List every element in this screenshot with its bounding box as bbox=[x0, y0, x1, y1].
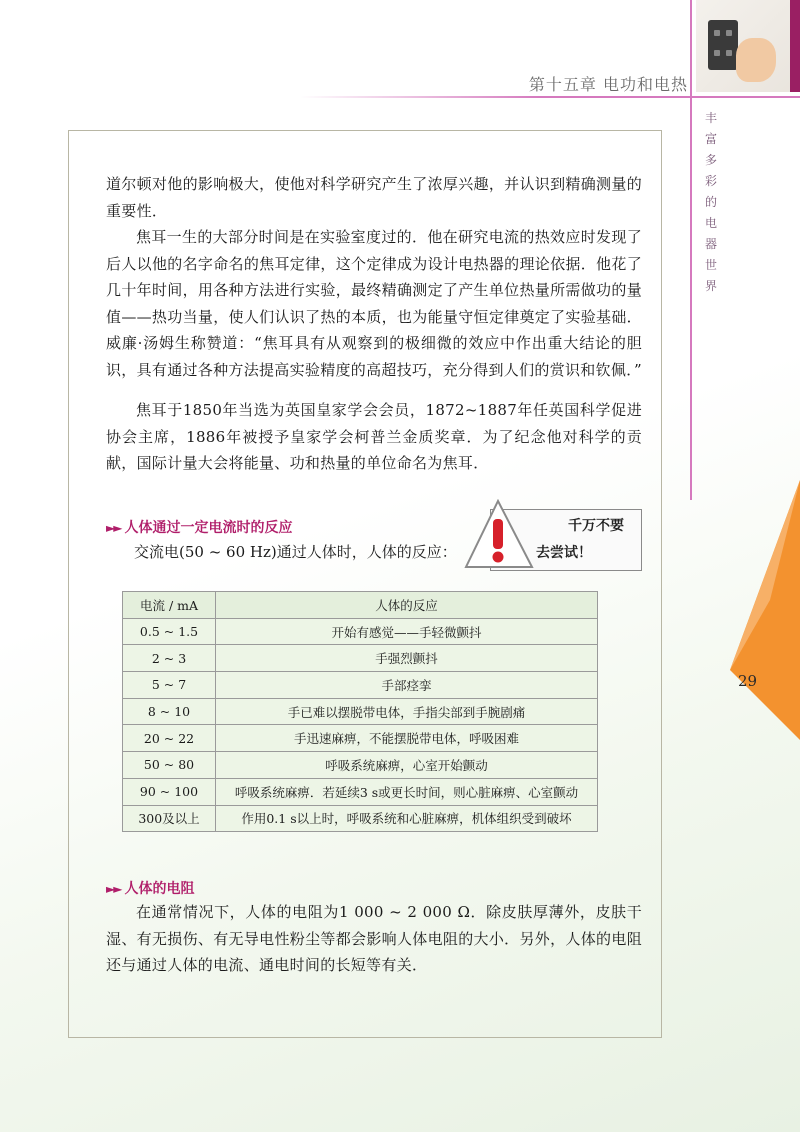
header-rule bbox=[300, 96, 700, 98]
table-cell-reaction: 手迅速麻痹，不能摆脱带电体，呼吸困难 bbox=[216, 725, 598, 752]
table-cell-current: 5 ~ 7 bbox=[123, 672, 216, 699]
paragraph-dalton: 道尔顿对他的影响极大，使他对科学研究产生了浓厚兴趣，并认识到精确测量的重要性． bbox=[106, 175, 642, 220]
power-socket-image bbox=[708, 20, 738, 70]
paragraph-body-resistance: 在通常情况下，人体的电阻为1 000 ~ 2 000 Ω．除皮肤厚薄外，皮肤干湿、有无损伤、有无导电性粉尘等都会影响人体电阻的大小．另外，人体的电阻还与通过人体的电流、通电时间的长短等有关． bbox=[106, 903, 642, 975]
section-heading-text: 人体通过一定电流时的反应 bbox=[124, 520, 293, 536]
table-header-row bbox=[123, 592, 598, 619]
table-cell-current: 0.5 ~ 1.5 bbox=[123, 618, 216, 645]
table-row bbox=[123, 672, 598, 699]
warning-text-line2: 去尝试！ bbox=[536, 545, 592, 561]
section-heading-current-reaction bbox=[106, 517, 292, 537]
table-header-current: 电流 / mA bbox=[123, 592, 216, 619]
table-cell-reaction: 作用0.1 s以上时，呼吸系统和心脏麻痹，机体组织受到破坏 bbox=[216, 805, 598, 832]
table-cell-current: 20 ~ 22 bbox=[123, 725, 216, 752]
side-section-label: 丰富多彩的电器世界 bbox=[704, 111, 717, 293]
table-row bbox=[123, 752, 598, 779]
hand-image bbox=[736, 38, 776, 82]
table-cell-reaction: 呼吸系统麻痹，心室开始颤动 bbox=[216, 752, 598, 779]
table-row bbox=[123, 618, 598, 645]
heading-arrows-icon: ►► bbox=[106, 521, 121, 535]
table-cell-reaction: 手部痉挛 bbox=[216, 672, 598, 699]
paragraph-joule-honors: 焦耳于1850年当选为英国皇家学会会员，1872~1887年任英国科学促进协会主席，1886年被授予皇家学会柯普兰金质奖章．为了纪念他对科学的贡献，国际计量大会将能量、功和热量的单位命名为焦耳． bbox=[106, 401, 642, 473]
warning-triangle-icon bbox=[464, 499, 534, 573]
table-cell-current: 50 ~ 80 bbox=[123, 752, 216, 779]
header-color-bar bbox=[790, 0, 800, 92]
table-cell-reaction: 手已难以摆脱带电体，手指尖部到手腕剧痛 bbox=[216, 698, 598, 725]
table-row bbox=[123, 725, 598, 752]
table-cell-reaction: 开始有感觉——手轻微颤抖 bbox=[216, 618, 598, 645]
table-header-reaction: 人体的反应 bbox=[216, 592, 598, 619]
warning-text-line1: 千万不要 bbox=[568, 518, 624, 534]
table-cell-current: 90 ~ 100 bbox=[123, 778, 216, 805]
table-cell-current: 8 ~ 10 bbox=[123, 698, 216, 725]
table-row bbox=[123, 778, 598, 805]
table-intro: 交流电(50 ~ 60 Hz)通过人体时，人体的反应： bbox=[134, 543, 457, 561]
section-heading-text: 人体的电阻 bbox=[124, 881, 195, 897]
table-cell-current: 300及以上 bbox=[123, 805, 216, 832]
section-heading-body-resistance bbox=[106, 878, 194, 898]
table-row bbox=[123, 805, 598, 832]
paragraph-joule-life: 焦耳一生的大部分时间是在实验室度过的．他在研究电流的热效应时发现了后人以他的名字命名的焦耳定律，这个定律成为设计电热器的理论依据．他花了几十年时间，用各种方法进行实验，最终精确测定了产生单位热量所需做功的量值——热功当量，使人们认识了热的本质，也为能量守恒定律奠定了实验基础．威廉·汤姆生称赞道：“焦耳具有从观察到的极细微的效应中作出重大结论的胆识，具有通过各种方法提高实验精度的高超技巧，充分得到人们的赏识和钦佩．” bbox=[106, 228, 642, 379]
orange-decoration bbox=[710, 480, 800, 740]
header-vertical-rule bbox=[690, 0, 692, 500]
table-cell-reaction: 手强烈颤抖 bbox=[216, 645, 598, 672]
chapter-title: 第十五章 电功和电热 bbox=[528, 75, 688, 94]
heading-arrows-icon: ►► bbox=[106, 882, 121, 896]
warning-callout bbox=[464, 499, 642, 573]
table-row bbox=[123, 698, 598, 725]
page-number: 29 bbox=[738, 672, 758, 690]
table-cell-reaction: 呼吸系统麻痹．若延续3 s或更长时间，则心脏麻痹、心室颤动 bbox=[216, 778, 598, 805]
header-rule-right bbox=[690, 96, 800, 98]
table-cell-current: 2 ~ 3 bbox=[123, 645, 216, 672]
header-photo bbox=[696, 0, 800, 92]
table-row bbox=[123, 645, 598, 672]
current-reaction-table bbox=[122, 591, 598, 832]
